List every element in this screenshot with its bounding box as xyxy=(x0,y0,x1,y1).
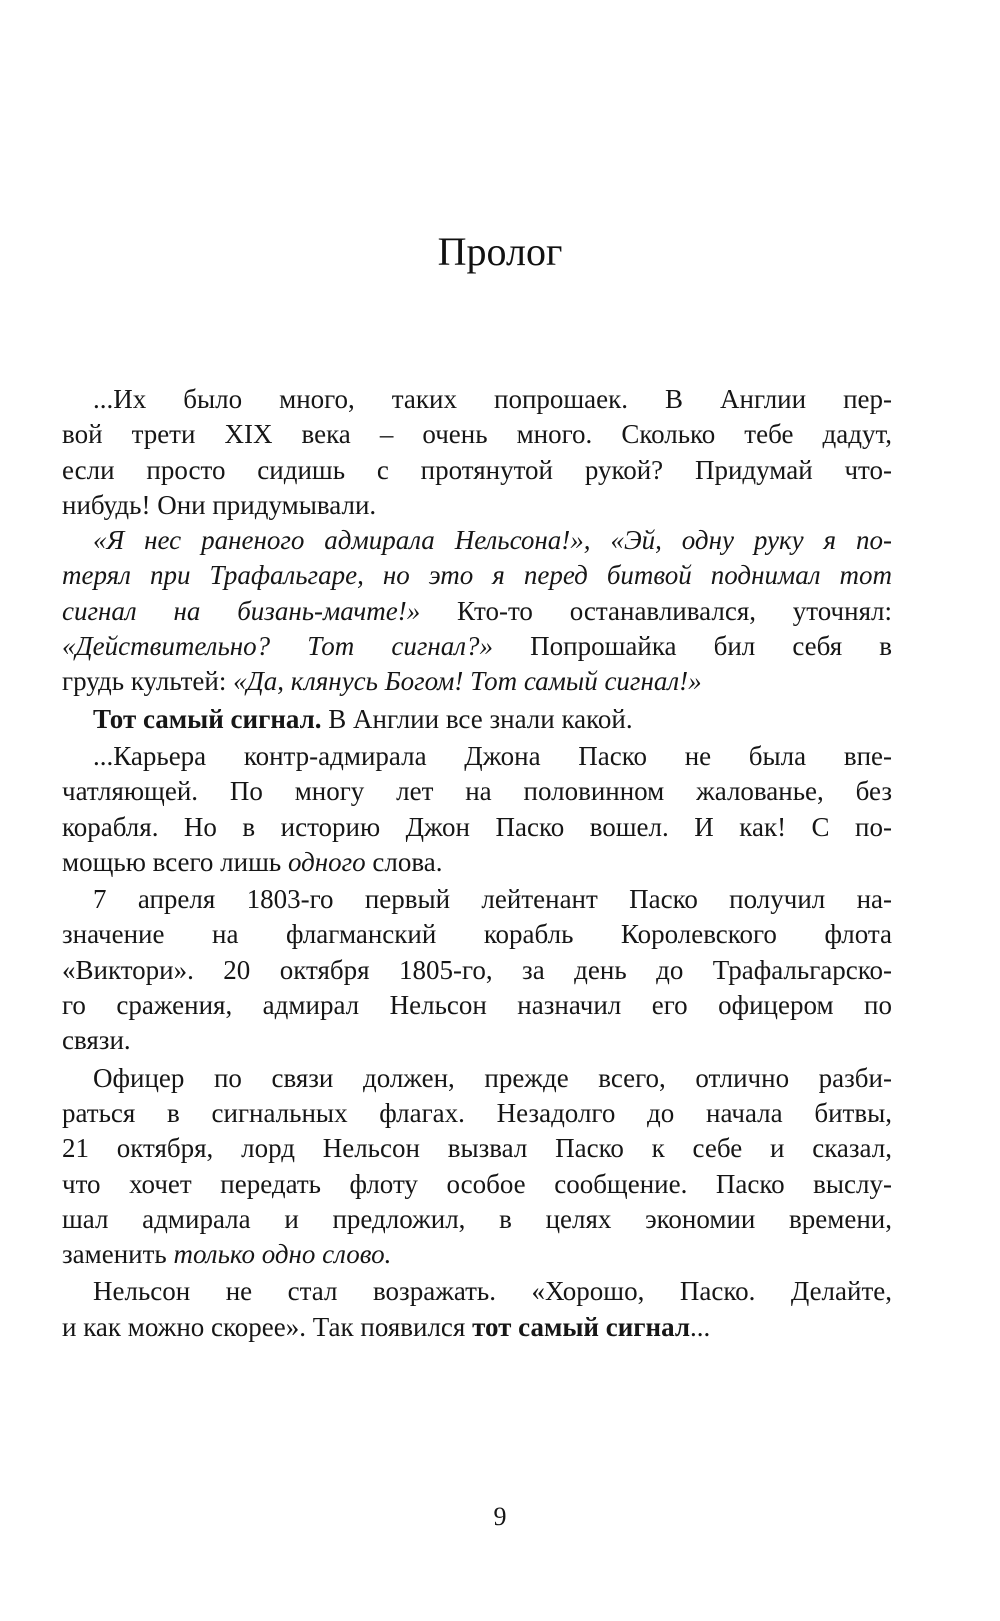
italic-text: только одно слово. xyxy=(173,1239,392,1270)
text-run: го сражения, адмирал Нельсон назначил его офицером по xyxy=(62,990,892,1021)
text-run: вой трети XIX века – очень много. Сколько тебе дадут, xyxy=(62,419,892,450)
text-run: ...Карьера контр-адмирала Джона Паско не была впе- xyxy=(93,740,892,771)
text-run: и как можно скорее». Так появился xyxy=(62,1311,473,1342)
text-run: Офицер по связи должен, прежде всего, отлично разби- xyxy=(93,1062,892,1093)
text-line xyxy=(62,1310,892,1345)
paragraph xyxy=(62,1061,892,1273)
text-line xyxy=(62,594,892,629)
page-number: 9 xyxy=(493,1502,507,1531)
text-run: «Виктори». 20 октября 1805-го, за день до Трафальгарско- xyxy=(62,954,892,985)
text-line xyxy=(62,702,892,737)
text-run: мощью всего лишь xyxy=(62,846,288,877)
text-line xyxy=(62,810,892,845)
italic-text: терял при Трафальгаре, но это я перед битвой поднимал тот xyxy=(62,560,892,591)
text-line xyxy=(62,739,892,774)
text-line xyxy=(62,917,892,952)
text-run: корабля. Но в историю Джон Паско вошел. И как! С по- xyxy=(62,811,892,842)
paragraph xyxy=(62,702,892,737)
text-line xyxy=(62,845,892,880)
text-line xyxy=(62,774,892,809)
paragraph xyxy=(62,882,892,1058)
text-run: грудь культей: xyxy=(62,666,234,697)
italic-text: «Я нес раненого адмирала Нельсона!», «Эй, одну руку я по- xyxy=(93,525,892,556)
paragraph xyxy=(62,382,892,523)
text-run: слова. xyxy=(365,846,443,877)
text-line xyxy=(62,1202,892,1237)
text-line xyxy=(62,417,892,452)
text-line xyxy=(62,664,892,699)
text-line xyxy=(62,882,892,917)
text-line xyxy=(62,453,892,488)
text-line xyxy=(62,1061,892,1096)
bold-text: тот самый сигнал xyxy=(472,1311,690,1342)
text-run: нибудь! Они придумывали. xyxy=(62,489,377,520)
text-line xyxy=(62,1096,892,1131)
text-line xyxy=(62,382,892,417)
text-run: 7 апреля 1803-го первый лейтенант Паско получил на- xyxy=(93,884,892,915)
text-run: значение на флагманский корабль Королевского флота xyxy=(62,919,892,950)
text-run: ... xyxy=(689,1311,711,1342)
text-run: Нельсон не стал возражать. «Хорошо, Паско. Делайте, xyxy=(93,1276,892,1307)
text-run: чатляющей. По многу лет на половинном жалованье, без xyxy=(62,776,892,807)
paragraph xyxy=(62,1274,892,1345)
text-run: раться в сигнальных флагах. Незадолго до начала битвы, xyxy=(62,1097,892,1128)
text-line xyxy=(62,488,892,523)
text-run: ...Их было много, таких попрошаек. В Англии пер- xyxy=(93,384,892,414)
text-run: В Англии все знали какой. xyxy=(321,703,633,734)
text-run: связи. xyxy=(62,1025,131,1056)
italic-text: сигнал на бизань-мачте!» xyxy=(62,595,421,626)
text-run: что хочет передать флоту особое сообщение. Паско выслу- xyxy=(62,1168,892,1199)
text-line xyxy=(62,558,892,593)
text-line xyxy=(62,1274,892,1309)
chapter-body xyxy=(62,382,892,1345)
text-line xyxy=(62,1023,892,1058)
italic-text: одного xyxy=(287,846,366,877)
paragraph xyxy=(62,523,892,699)
text-run: если просто сидишь с протянутой рукой? Придумай что- xyxy=(62,454,892,485)
text-line xyxy=(62,1167,892,1202)
text-line xyxy=(62,523,892,558)
text-line xyxy=(62,988,892,1023)
text-run: шал адмирала и предложил, в целях экономии времени, xyxy=(62,1203,892,1234)
bold-text: Тот самый сигнал. xyxy=(93,703,322,734)
text-line xyxy=(62,1131,892,1166)
text-run: 21 октября, лорд Нельсон вызвал Паско к себе и сказал, xyxy=(62,1133,892,1164)
paragraph xyxy=(62,739,892,880)
text-line xyxy=(62,1237,892,1272)
chapter-title: Пролог xyxy=(437,229,563,274)
text-line xyxy=(62,629,892,664)
text-run: Попрошайка бил себя в xyxy=(493,631,892,662)
text-run: заменить xyxy=(62,1239,174,1270)
italic-text: «Да, клянусь Богом! Тот самый сигнал!» xyxy=(233,666,702,697)
italic-text: «Действительно? Тот сигнал?» xyxy=(62,631,494,662)
text-run: Кто-то останавливался, уточнял: xyxy=(420,595,892,626)
text-line xyxy=(62,953,892,988)
